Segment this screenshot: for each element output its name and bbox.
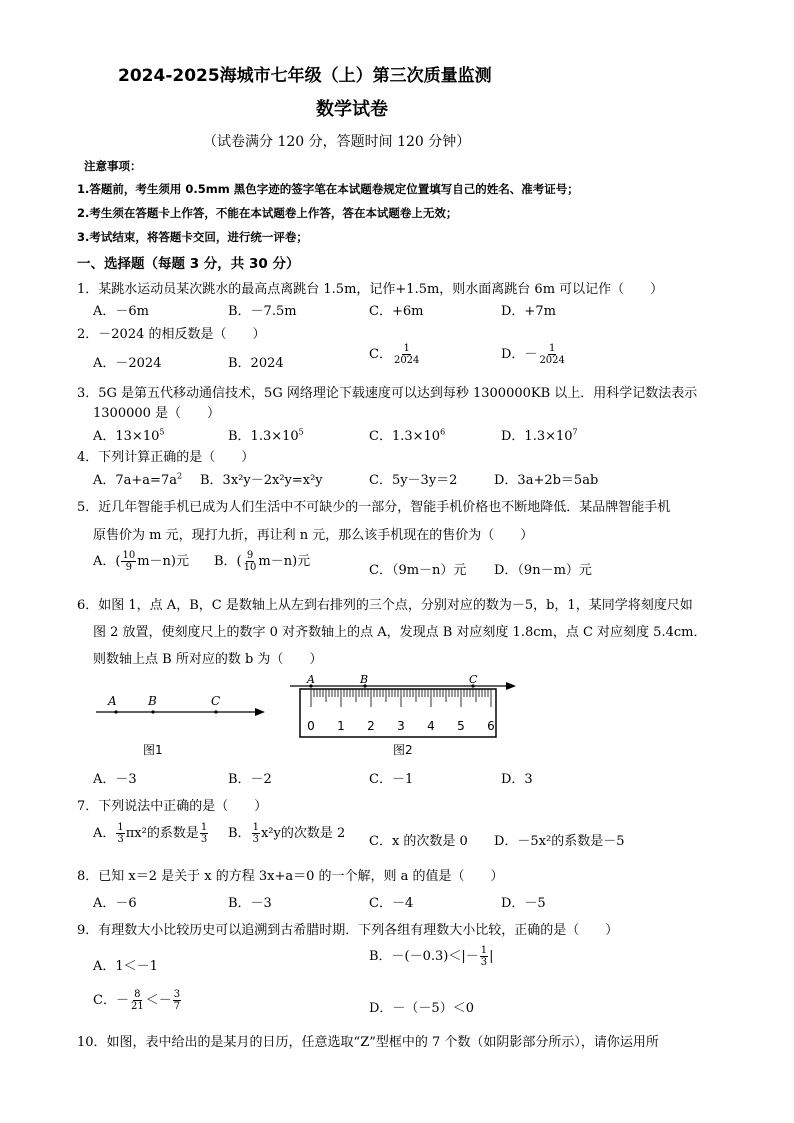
q1-option-d: D．+7m [501, 304, 556, 319]
q6-option-d: D．3 [501, 772, 533, 787]
label-a: A [307, 673, 315, 686]
q8-option-c: C．－4 [369, 896, 414, 911]
q3-option-c-exponent: 6 [440, 427, 446, 437]
q5-option-a-label: A．( [93, 554, 121, 569]
q3-option-b [228, 425, 304, 444]
q9-option-c-comparator: ＜－ [145, 993, 172, 1008]
q9-option-b [369, 945, 494, 968]
ruler-numbers [307, 719, 495, 733]
q4-option-a [93, 469, 182, 488]
exam-subtitle: 数学试卷 [316, 99, 388, 120]
ruler-number: 1 [337, 719, 345, 733]
fraction-numerator: 8 [134, 989, 141, 1000]
q4-option-a-base: A．7a+a=7a [93, 473, 177, 488]
q3-option-b-exponent: 5 [298, 427, 304, 437]
label-b: B [360, 673, 369, 686]
q6-option-b: B．－2 [228, 772, 272, 787]
q5-option-b [214, 550, 310, 573]
point-c [214, 710, 217, 713]
fraction-denominator: 21 [130, 1001, 144, 1012]
label-c: C [211, 694, 221, 708]
figure-1-caption: 图1 [143, 743, 163, 757]
fraction-denominator: 3 [252, 834, 259, 845]
q7-option-a-text: πx²的系数是 [125, 826, 199, 841]
q7-option-c: C．x 的次数是 0 [369, 834, 468, 849]
question-1-stem: 1．某跳水运动员某次跳水的最高点离跳台 1.5m，记作+1.5m，则水面离跳台 6m 可以记作（ ） [77, 282, 664, 297]
q8-option-b: B．－3 [228, 896, 272, 911]
q3-option-a-base: A．13×10 [93, 429, 160, 444]
q9-option-c-fraction-1 [130, 989, 145, 1012]
q8-option-a: A．－6 [93, 896, 137, 911]
ruler-number: 5 [457, 719, 465, 733]
fraction-numerator: 1 [200, 822, 208, 833]
figure-2-ruler [286, 672, 522, 744]
q3-option-c [369, 425, 445, 444]
question-6-stem-line-2: 图 2 放置，使刻度尺上的数字 0 对齐数轴上的点 A，发现点 B 对应刻度 1.8cm，点 C 对应刻度 5.4cm． [93, 625, 707, 640]
fraction-denominator: 2024 [539, 355, 565, 366]
q5-option-d: D．（9n－m）元 [494, 563, 592, 578]
note-item-2: 2.考生须在答题卡上作答，不能在本试题卷上作答，答在本试题卷上无效； [77, 206, 458, 220]
figure-2-caption: 图2 [393, 743, 413, 757]
q9-option-b-tail: | [489, 949, 494, 964]
question-3-stem-line-1: 3．5G 是第五代移动通信技术，5G 网络理论下载速度可以达到每秒 1300000KB 以上．用科学记数法表示 [77, 386, 698, 401]
q7-option-a [93, 822, 209, 845]
question-5-stem-line-2: 原售价为 m 元，现打九折，再让利 n 元，那么该手机现在的售价为（ ） [93, 528, 534, 543]
arrow-right-icon [255, 708, 265, 716]
fraction-numerator: 9 [246, 550, 254, 561]
fraction-numerator: 1 [548, 343, 556, 354]
q8-option-d: D．－5 [501, 896, 546, 911]
fraction-numerator: 10 [122, 550, 136, 561]
ruler-ticks [311, 689, 491, 707]
question-6-stem-line-3: 则数轴上点 B 所对应的数 b 为（ ） [93, 652, 323, 667]
point-a [114, 710, 117, 713]
question-7-stem: 7．下列说法中正确的是（ ） [77, 799, 268, 814]
q7-option-b-label: B． [228, 826, 251, 841]
q7-option-b [228, 822, 345, 845]
q3-option-d-exponent: 7 [572, 427, 578, 437]
q5-option-a [93, 550, 189, 573]
fraction-numerator: 1 [480, 945, 488, 956]
q2-option-c-fraction [393, 343, 420, 366]
q2-option-a: A．－2024 [93, 356, 162, 371]
q7-option-b-text: x²y的次数是 2 [260, 826, 346, 841]
q5-option-b-fraction [243, 550, 258, 573]
q7-option-a-fraction-1 [116, 822, 124, 845]
fraction-denominator: 3 [117, 834, 124, 845]
question-3-stem-line-2: 1300000 是（ ） [93, 406, 221, 421]
ruler-number: 4 [427, 719, 435, 733]
q3-option-a-exponent: 5 [159, 427, 165, 437]
q5-option-a-tail: m－n)元 [137, 554, 189, 569]
notes-heading: 注意事项： [84, 159, 142, 173]
fraction-denominator: 2024 [393, 355, 420, 366]
note-item-1: 1.答题前，考生须用 0.5mm 黑色字迹的签字笔在本试题卷规定位置填写自己的姓名、准考证号； [77, 182, 579, 196]
q9-option-c-label: C．－ [93, 993, 129, 1008]
ruler-number: 3 [397, 719, 405, 733]
note-item-3: 3.考试结束，将答题卡交回，进行统一评卷； [77, 230, 308, 244]
q7-option-b-fraction [252, 822, 260, 845]
q3-option-a [93, 425, 164, 444]
q3-option-b-base: B．1.3×10 [228, 429, 299, 444]
q2-option-d-label: D．－ [501, 347, 538, 362]
exam-info: （试卷满分 120 分，答题时间 120 分钟） [203, 134, 471, 150]
q3-option-d-base: D．1.3×10 [501, 429, 573, 444]
question-10-stem: 10．如图，表中给出的是某月的日历，任意选取“Z”型框中的 7 个数（如阴影部分所示），请你运用所 [77, 1035, 659, 1050]
q4-option-c: C．5y－3y＝2 [369, 473, 458, 488]
q9-option-c [93, 989, 182, 1012]
ruler-number: 2 [367, 719, 375, 733]
q7-option-d: D．－5x²的系数是－5 [494, 834, 625, 849]
question-8-stem: 8．已知 x＝2 是关于 x 的方程 3x+a＝0 的一个解，则 a 的值是（ ） [77, 869, 504, 884]
question-6-stem-line-1: 6．如图 1，点 A，B，C 是数轴上从左到右排列的三个点，分别对应的数为－5，b，1，某同学将刻度尺如 [77, 598, 693, 613]
label-b: B [148, 694, 157, 708]
question-4-stem: 4．下列计算正确的是（ ） [77, 450, 255, 465]
q9-option-b-label: B．－(－0.3)＜|－ [369, 949, 479, 964]
q5-option-b-tail: m－n)元 [258, 554, 311, 569]
label-a: A [108, 694, 117, 708]
ruler-number: 6 [487, 719, 495, 733]
q4-option-a-exponent: 2 [176, 471, 183, 481]
question-2-stem: 2．－2024 的相反数是（ ） [77, 327, 266, 342]
fraction-numerator: 1 [252, 822, 259, 833]
fraction-numerator: 1 [117, 822, 124, 833]
fraction-numerator: 3 [173, 989, 181, 1000]
q4-option-b: B．3x²y－2x²y=x²y [200, 473, 323, 488]
section-heading: 一、选择题（每题 3 分，共 30 分） [77, 256, 300, 272]
fraction-denominator: 10 [243, 562, 257, 573]
fraction-denominator: 3 [200, 834, 208, 845]
q5-option-a-fraction [121, 550, 136, 573]
figure-1-number-line [90, 690, 270, 730]
q1-option-b: B．－7.5m [228, 304, 297, 319]
fraction-denominator: 3 [480, 957, 488, 968]
q6-option-a: A．－3 [93, 772, 137, 787]
q5-option-b-label: B．( [214, 554, 242, 569]
q3-option-c-base: C．1.3×10 [369, 429, 441, 444]
fraction-denominator: 7 [173, 1001, 181, 1012]
q7-option-a-label: A． [93, 826, 116, 841]
label-c: C [469, 673, 478, 686]
fraction-denominator: 9 [125, 562, 133, 573]
q2-option-c [369, 343, 421, 366]
q2-option-b: B．2024 [228, 356, 284, 371]
q2-option-d-fraction [538, 343, 565, 366]
q9-option-c-fraction-2 [173, 989, 181, 1012]
q9-option-b-fraction [480, 945, 488, 968]
arrow-right-icon [506, 682, 516, 690]
q2-option-d [501, 343, 567, 366]
q1-option-a: A．－6m [93, 304, 149, 319]
q3-option-d [501, 425, 578, 444]
q5-option-c: C．（9m－n）元 [369, 563, 467, 578]
q2-option-c-label: C． [369, 347, 392, 362]
q4-option-d: D．3a+2b＝5ab [494, 473, 599, 488]
ruler-number: 0 [307, 719, 315, 733]
question-9-stem: 9．有理数大小比较历史可以追溯到古希腊时期．下列各组有理数大小比较，正确的是（ ） [77, 923, 619, 938]
q7-option-a-fraction-2 [200, 822, 208, 845]
exam-title: 2024-2025海城市七年级（上）第三次质量监测 [118, 66, 492, 86]
question-5-stem-line-1: 5．近几年智能手机已成为人们生活中不可缺少的一部分，智能手机价格也不断地降低．某品牌智能手机 [77, 500, 671, 515]
q9-option-d: D．－（－5）＜0 [369, 1001, 474, 1016]
fraction-numerator: 1 [403, 343, 410, 354]
q6-option-c: C．－1 [369, 772, 414, 787]
q9-option-a: A．1＜－1 [93, 959, 158, 974]
q1-option-c: C．+6m [369, 304, 424, 319]
point-b [151, 710, 154, 713]
